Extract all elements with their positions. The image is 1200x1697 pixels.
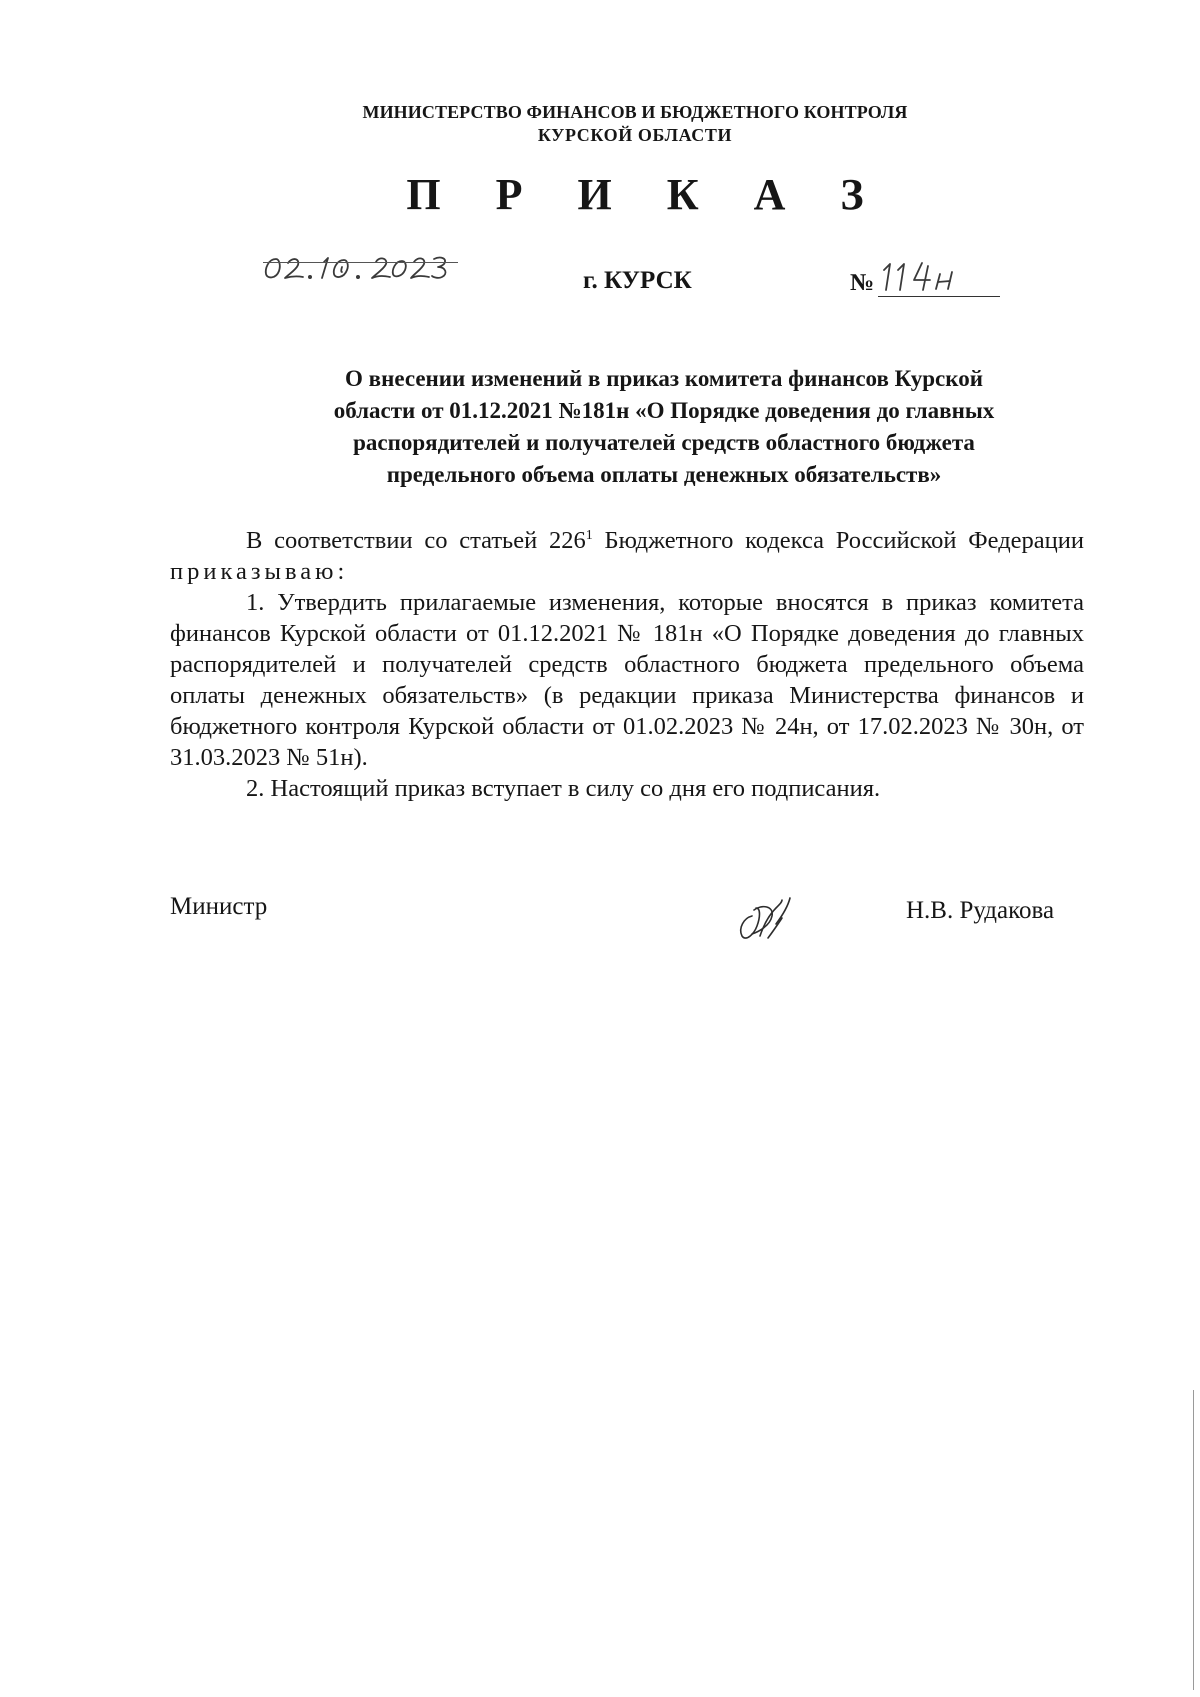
city-label: г. КУРСК — [583, 267, 692, 294]
ministry-header — [0, 101, 1200, 147]
title-line4: предельного объема оплаты денежных обязательств» — [386, 462, 942, 487]
signer-position: Министр — [170, 893, 268, 920]
order-subject-title — [244, 363, 1084, 491]
item-1-paragraph: 1. Утвердить прилагаемые изменения, которые вносятся в приказ комитета финансов Курской области от 01.12.2021 № 181н «О Порядке доведения до главных распорядителей и получателей средств областного бюджета предельного объема оплаты денежных обязательств» (в редакции приказа Министерства финансов и бюджетного контроля Курской области от 01.02.2023 № 24н, от 17.02.2023 № 30н, от 31.03.2023 № 51н). — [170, 589, 1084, 772]
order-word: приказываю — [170, 558, 338, 586]
preamble-text-middle: Бюджетного кодекса Российской Федерации — [592, 527, 1084, 555]
ministry-header-line2: КУРСКОЙ ОБЛАСТИ — [537, 125, 733, 145]
handwritten-number — [878, 256, 1000, 298]
document-type-title: П Р И К А З — [406, 170, 886, 219]
article-superscript: 1 — [585, 528, 593, 543]
preamble-text-start: В соответствии со статьей 226 — [246, 527, 586, 555]
preamble-paragraph — [170, 520, 1084, 587]
item-2-paragraph: 2. Настоящий приказ вступает в силу со дня его подписания. — [246, 775, 881, 803]
order-body — [170, 520, 1084, 804]
scan-edge-line — [1193, 1390, 1194, 1690]
preamble-text-end: : — [337, 558, 345, 586]
title-line2: области от 01.12.2021 №181н «О Порядке доведения до главных — [333, 398, 995, 423]
date-underline — [263, 262, 458, 263]
handwritten-signature — [730, 888, 800, 948]
title-line1: О внесении изменений в приказ комитета финансов Курской — [345, 366, 983, 391]
signature-block — [170, 893, 1090, 953]
number-underline — [878, 296, 1000, 297]
title-line3: распорядителей и получателей средств областного бюджета — [353, 430, 975, 455]
ministry-header-line1: МИНИСТЕРСТВО ФИНАНСОВ И БЮДЖЕТНОГО КОНТРОЛЯ — [362, 102, 908, 122]
signer-name: Н.В. Рудакова — [906, 897, 1055, 924]
number-label: № — [850, 270, 875, 296]
